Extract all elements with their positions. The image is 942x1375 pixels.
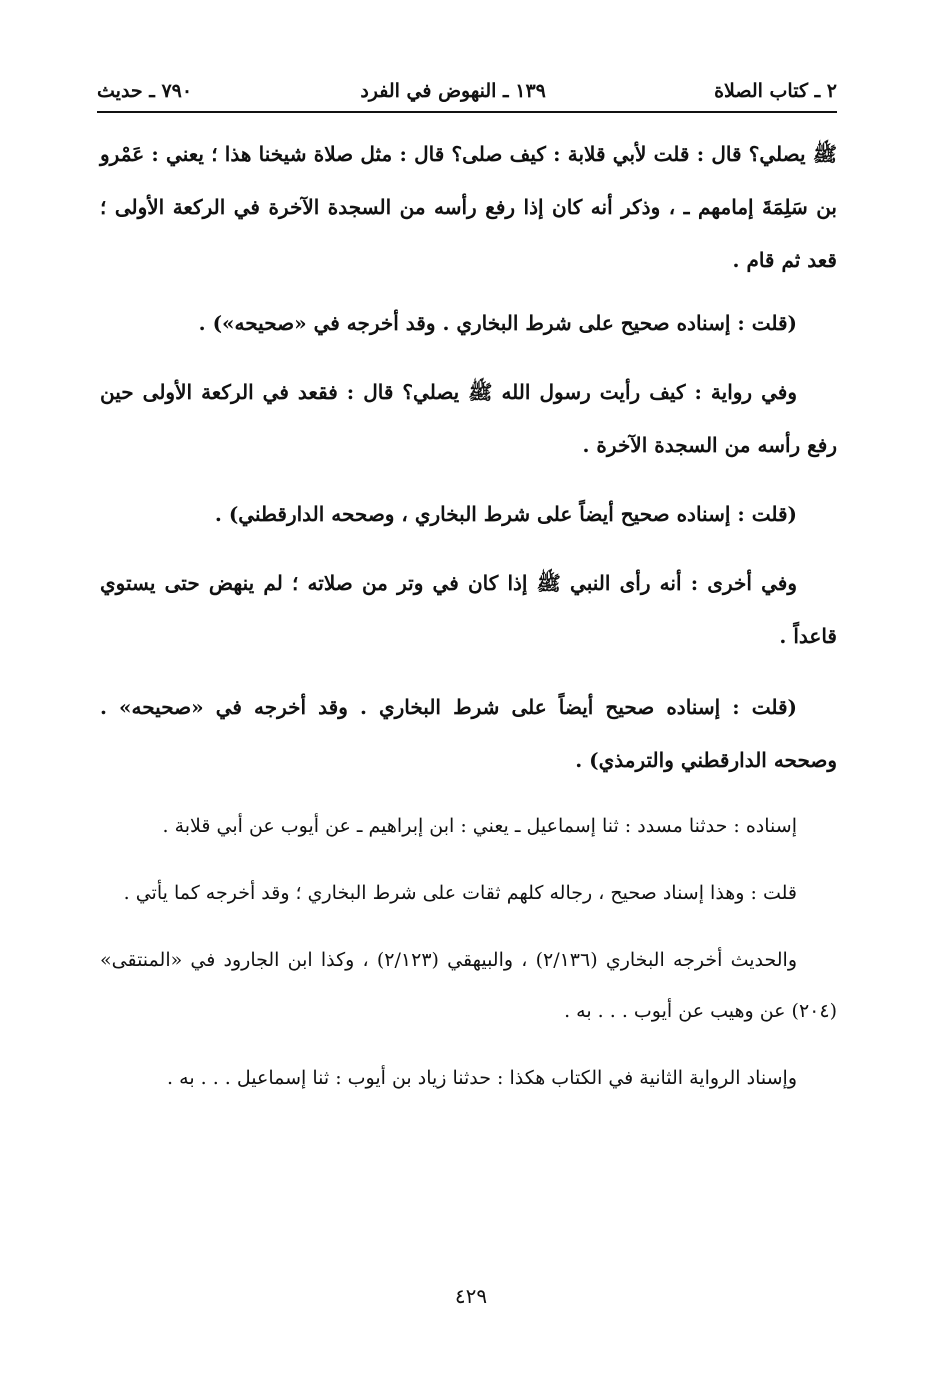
running-header (97, 74, 837, 108)
paragraph-10: وإسناد الرواية الثانية في الكتاب هكذا : حدثنا زياد بن أيوب : ثنا إسماعيل . . . به . (167, 1067, 797, 1089)
paragraph-5: وفي أخرى : أنه رأى النبي ﷺ إذا كان في وتر من صلاته ؛ لم ينهض حتى يستوي قاعداً . (100, 571, 837, 648)
paragraph-6: (قلت : إسناده صحيح أيضاً على شرط البخاري . وقد أخرجه في «صحيحه» . وصححه الدارقطني والترمذي) . (100, 695, 837, 772)
page-number: ٤٢٩ (454, 1284, 488, 1308)
header-rule (97, 111, 837, 113)
paragraph-4: (قلت : إسناده صحيح أيضاً على شرط البخاري ، وصححه الدارقطني) . (214, 502, 797, 526)
page-body (100, 128, 837, 1104)
header-chapter: ٢ ـ كتاب الصلاة (714, 80, 837, 102)
paragraph-1: ﷺ يصلي؟ قال : قلت لأبي قلابة : كيف صلى؟ قال : مثل صلاة شيخنا هذا ؛ يعني : عَمْرو بن سَلِمَةَ إمامهم ـ ، وذكر أنه كان إذا رفع رأسه من السجدة الآخرة في الركعة الأولى ؛ قعد ثم قام . (100, 142, 837, 272)
paragraph-2: (قلت : إسناده صحيح على شرط البخاري . وقد أخرجه في «صحيحه») . (198, 311, 797, 335)
paragraph-7: إسناده : حدثنا مسدد : ثنا إسماعيل ـ يعني : ابن إبراهيم ـ عن أيوب عن أبي قلابة . (162, 815, 797, 837)
header-hadith-number: ٧٩٠ ـ حديث (97, 80, 193, 102)
header-section: ١٣٩ ـ النهوض في الفرد (360, 80, 546, 102)
paragraph-8: قلت : وهذا إسناد صحيح ، رجاله كلهم ثقات على شرط البخاري ؛ وقد أخرجه كما يأتي . (123, 882, 797, 904)
paragraph-3: وفي رواية : كيف رأيت رسول الله ﷺ يصلي؟ قال : فقعد في الركعة الأولى حين رفع رأسه من السجدة الآخرة . (100, 380, 837, 457)
paragraph-9: والحديث أخرجه البخاري (٢/١٣٦) ، والبيهقي (٢/١٢٣) ، وكذا ابن الجارود في «المنتقى» (٢٠٤) عن وهيب عن أيوب . . . به . (100, 949, 837, 1022)
